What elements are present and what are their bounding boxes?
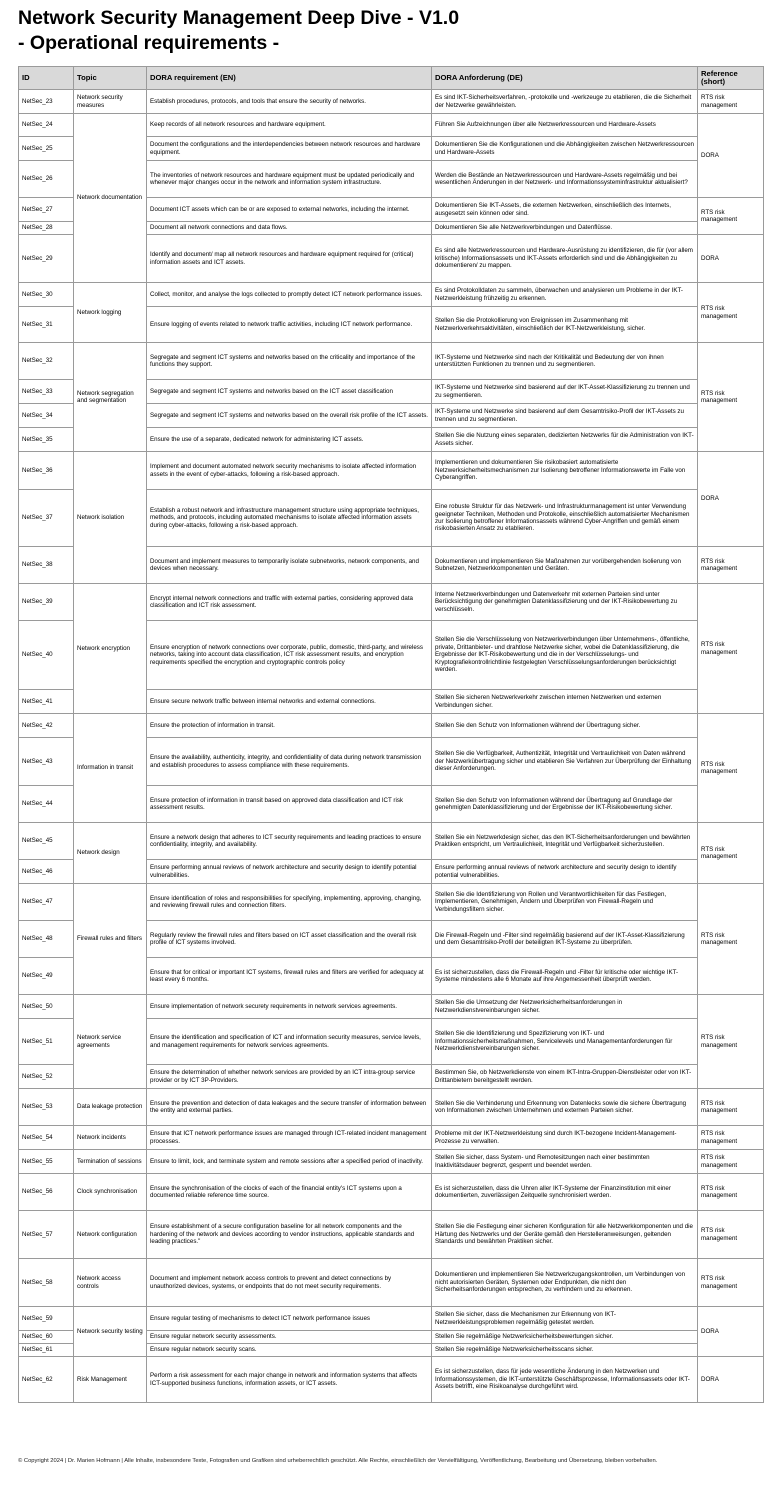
row-id: NetSec_52 [19, 1065, 74, 1089]
row-en: Ensure logging of events related to network traffic activities, including ICT network performance. [147, 307, 432, 343]
row-de: Implementieren und dokumentieren Sie risikobasiert automatisierte Netzwerksicherheitsmechanismen zur Isolierung betroffener Informationswerte im Falle von Cyberangriffen. [432, 452, 698, 490]
row-id: NetSec_24 [19, 114, 74, 137]
table-row [19, 884, 764, 921]
row-en: Ensure the protection of information in transit. [147, 714, 432, 738]
row-reference: RTS risk management [698, 90, 764, 114]
row-id: NetSec_62 [19, 1357, 74, 1403]
row-de: Stellen Sie die Verschlüsselung von Netzwerkverbindungen über Unternehmens-, öffentliche, private, Drittanbieter- und drahtlose Netzwerke sicher, wobei die Datenklassifizierung, die Ergebnisse der IKT-Risikobewertung und die in der Verschlüsselungs- und Kryptografiekontrollrichtlinie festgelegten Verschlüsselungsanforderungen berücksichtigt werden. [432, 621, 698, 690]
row-id: NetSec_29 [19, 235, 74, 283]
table-row [19, 1174, 764, 1211]
row-id: NetSec_32 [19, 343, 74, 380]
row-en: Collect, monitor, and analyse the logs collected to promptly detect ICT network performance issues. [147, 283, 432, 307]
row-de: Werden die Bestände an Netzwerkressourcen und Hardware-Assets regelmäßig und bei wesentlichen Änderungen in der Netzwerk- und Informationssysteminfrastruktur aktualisiert? [432, 161, 698, 198]
row-en: Ensure the synchronisation of the clocks of each of the financial entity's ICT systems upon a documented reliable reference time source. [147, 1174, 432, 1211]
row-id: NetSec_23 [19, 90, 74, 114]
row-en: Ensure regular network security scans. [147, 1344, 432, 1357]
row-en: Document ICT assets which can be or are exposed to external networks, including the internet. [147, 198, 432, 222]
table-row [19, 823, 764, 860]
row-en: The inventories of network resources and hardware equipment must be updated periodically and whenever major changes occur in the network and information system infrastructure. [147, 161, 432, 198]
row-reference: RTS risk management [698, 584, 764, 714]
row-de: Stellen Sie die Verhinderung und Erkennung von Datenlecks sowie die sichere Übertragung von Informationen zwischen Unternehmen und externen Parteien sicher. [432, 1089, 698, 1126]
row-topic: Firewall rules and filters [74, 884, 147, 995]
row-de: Bestimmen Sie, ob Netzwerkdienste von einem IKT-Intra-Gruppen-Dienstleister oder von IKT-Drittanbietern bereitgestellt werden. [432, 1065, 698, 1089]
row-en: Ensure establishment of a secure configuration baseline for all network components and the hardening of the network and devices according to vendor instructions, applicable standards and leading practices." [147, 1211, 432, 1259]
row-en: Ensure performing annual reviews of network architecture and security design to identify potential vulnerabilities. [147, 860, 432, 884]
row-id: NetSec_51 [19, 1019, 74, 1065]
table-row [19, 1211, 764, 1259]
row-de: Stellen Sie die Festlegung einer sicheren Konfiguration für alle Netzwerkkomponenten und die Härtung des Netzwerks und der Geräte gemäß den Herstelleranweisungen, geltenden Standards und bewährten Praktiken sicher. [432, 1211, 698, 1259]
row-de: Eine robuste Struktur für das Netzwerk- und Infrastrukturmanagement ist unter Verwendung geeigneter Techniken, Methoden und Protokolle, einschließlich automatisierter Mechanismen zur Isolierung betroffener Informationsassets während Cyber-Angriffen und gemäß einem risikobasierten Ansatz zu etablieren. [432, 490, 698, 547]
table-row [19, 283, 764, 307]
row-reference: RTS risk management [698, 1211, 764, 1259]
table-row [19, 995, 764, 1019]
title-line-2: - Operational requirements - [18, 32, 280, 54]
row-de: Stellen Sie den Schutz von Informationen während der Übertragung auf Grundlage der genehmigten Datenklassifizierung und der Ergebnisse der IKT-Risikobewertung sicher. [432, 786, 698, 823]
row-de: Es ist sicherzustellen, dass die Firewall-Regeln und -Filter für kritische oder wichtige IKT-Systeme mindestens alle 6 Monate auf ihre Angemessenheit überprüft werden. [432, 958, 698, 995]
row-id: NetSec_40 [19, 621, 74, 690]
row-id: NetSec_39 [19, 584, 74, 621]
table-row [19, 114, 764, 137]
row-en: Establish procedures, protocols, and tools that ensure the security of networks. [147, 90, 432, 114]
row-en: Segregate and segment ICT systems and networks based on the overall risk profile of the ICT assets. [147, 404, 432, 428]
row-en: Ensure that ICT network performance issues are managed through ICT-related incident management processes. [147, 1126, 432, 1150]
table-row [19, 452, 764, 490]
row-id: NetSec_45 [19, 823, 74, 860]
table-row [19, 1307, 764, 1331]
row-reference: RTS risk management [698, 1089, 764, 1126]
row-id: NetSec_56 [19, 1174, 74, 1211]
row-en: Ensure the prevention and detection of data leakages and the secure transfer of information between the entity and external parties. [147, 1089, 432, 1126]
row-de: Es ist sicherzustellen, dass die Uhren aller IKT-Systeme der Finanzinstitution mit einer dokumentierten, zuverlässigen Zeitquelle synchronisiert werden. [432, 1174, 698, 1211]
row-de: Stellen Sie die Verfügbarkeit, Authentizität, Integrität und Vertraulichkeit von Daten während der Netzwerkübertragung sicher und etablieren Sie Verfahren zur Überprüfung der Einhaltung dieser Anforderungen. [432, 738, 698, 786]
row-reference: RTS risk management [698, 1174, 764, 1211]
row-en: Ensure implementation of network securety requirements in network services agreements. [147, 995, 432, 1019]
row-id: NetSec_54 [19, 1126, 74, 1150]
row-reference: DORA [698, 1307, 764, 1357]
row-en: Document the configurations and the interdependencies between network resources and hardware equipment. [147, 137, 432, 161]
row-de: Es sind alle Netzwerkressourcen und Hardware-Ausrüstung zu identifizieren, die für (vor allem kritische) Informationsassets und IKT-Assets erforderlich sind und die Abhängigkeiten zu dokumentieren/ zu mappen. [432, 235, 698, 283]
row-id: NetSec_48 [19, 921, 74, 958]
row-de: IKT-Systeme und Netzwerke sind nach der Kritikalität und Bedeutung der von ihnen unterstützten Funktionen zu trennen und zu segmentieren. [432, 343, 698, 380]
row-en: Segregate and segment ICT systems and networks based on the criticality and importance of the functions they support. [147, 343, 432, 380]
row-de: Stellen Sie sicheren Netzwerkverkehr zwischen internen Netzwerken und externen Verbindungen sicher. [432, 690, 698, 714]
row-topic: Network security testing [74, 1307, 147, 1357]
row-en: Ensure the determination of whether network services are provided by an ICT intra-group service provider or by ICT 3P-Providers. [147, 1065, 432, 1089]
header-reference: Reference (short) [698, 67, 764, 90]
row-topic: Clock synchronisation [74, 1174, 147, 1211]
row-id: NetSec_50 [19, 995, 74, 1019]
row-reference: RTS risk management [698, 547, 764, 584]
row-reference: RTS risk management [698, 1126, 764, 1150]
row-de: Stellen Sie die Umsetzung der Netzwerksicherheitsanforderungen in Netzwerkdienstvereinbarungen sicher. [432, 995, 698, 1019]
table-row [19, 1150, 764, 1174]
row-topic: Network incidents [74, 1126, 147, 1150]
row-en: Implement and document automated network security mechanisms to isolate affected information assets in the event of cyber-attacks, following a risk-based approach. [147, 452, 432, 490]
row-de: Es sind IKT-Sicherheitsverfahren, -protokolle und -werkzeuge zu etablieren, die die Sicherheit der Netzwerke gewährleisten. [432, 90, 698, 114]
row-de: IKT-Systeme und Netzwerke sind basierend auf dem Gesamtrisiko-Profil der IKT-Assets zu trennen und zu segmentieren. [432, 404, 698, 428]
row-en: Perform a risk assessment for each major change in network and information systems that affects ICT-supported business functions, information assets, or ICT assets. [147, 1357, 432, 1403]
row-id: NetSec_61 [19, 1344, 74, 1357]
row-de: Dokumentieren und implementieren Sie Netzwerkzugangskontrollen, um Verbindungen von nicht autorisierten Geräten, Systemen oder Endpunkten, die nicht den Sicherheitsanforderungen entsprechen, zu verhindern und zu erkennen. [432, 1259, 698, 1307]
row-reference: RTS risk management [698, 343, 764, 452]
row-de: Die Firewall-Regeln und -Filter sind regelmäßig basierend auf der IKT-Asset-Klassifizierung und dem Gesamtrisiko-Profil der beteiligten IKT-Systeme zu überprüfen. [432, 921, 698, 958]
row-id: NetSec_60 [19, 1331, 74, 1344]
row-id: NetSec_41 [19, 690, 74, 714]
row-reference: RTS risk management [698, 823, 764, 884]
row-en: Encrypt internal network connections and traffic with external parties, considering approved data classification and ICT risk assessment. [147, 584, 432, 621]
header-topic: Topic [74, 67, 147, 90]
row-id: NetSec_46 [19, 860, 74, 884]
row-de: Dokumentieren Sie alle Netzwerkverbindungen und Datenflüsse. [432, 222, 698, 235]
row-id: NetSec_36 [19, 452, 74, 490]
row-de: Stellen Sie regelmäßige Netzwerksicherheitsscans sicher. [432, 1344, 698, 1357]
row-topic: Network documentation [74, 114, 147, 283]
row-en: Ensure the use of a separate, dedicated network for administering ICT assets. [147, 428, 432, 452]
row-id: NetSec_26 [19, 161, 74, 198]
row-en: Document and implement measures to temporarily isolate subnetworks, network components, and devices when necessary. [147, 547, 432, 584]
row-de: Stellen Sie die Identifizierung von Rollen und Verantwortlichkeiten für das Festlegen, Implementieren, Genehmigen, Ändern und Überprüfen von Firewall-Regeln und Verbindungsfiltern sicher. [432, 884, 698, 921]
row-en: Ensure a network design that adheres to ICT security requirements and leading practices to ensure confidentiality, integrity, and availability. [147, 823, 432, 860]
row-en: Establish a robust network and infrastructure management structure using appropriate techniques, methods, and protocols, including automated mechanisms to isolate affected information assets during cyber-attacks, following a risk-based approach. [147, 490, 432, 547]
row-en: Document all network connections and data flows. [147, 222, 432, 235]
row-topic: Data leakage protection [74, 1089, 147, 1126]
row-en: Segregate and segment ICT systems and networks based on the ICT asset classification [147, 380, 432, 404]
row-id: NetSec_30 [19, 283, 74, 307]
row-reference: RTS risk management [698, 198, 764, 235]
row-id: NetSec_42 [19, 714, 74, 738]
row-id: NetSec_35 [19, 428, 74, 452]
row-topic: Termination of sessions [74, 1150, 147, 1174]
row-de: Es ist sicherzustellen, dass für jede wesentliche Änderung in den Netzwerken und Informationssystemen, die IKT-unterstützte Geschäftsprozesse, Informationsassets oder IKT-Assets betrifft, eine Risikoanalyse durchgeführt wird. [432, 1357, 698, 1403]
row-id: NetSec_25 [19, 137, 74, 161]
table-row [19, 1357, 764, 1403]
row-reference: DORA [698, 114, 764, 198]
row-de: Dokumentieren und implementieren Sie Maßnahmen zur vorübergehenden Isolierung von Subnetzen, Netzwerkkomponenten und Geräten. [432, 547, 698, 584]
row-id: NetSec_49 [19, 958, 74, 995]
row-de: Führen Sie Aufzeichnungen über alle Netzwerkressourcen und Hardware-Assets [432, 114, 698, 137]
row-de: Interne Netzwerkverbindungen und Datenverkehr mit externen Parteien sind unter Berücksichtigung der genehmigten Datenklassifizierung und der IKT-Risikobewertung zu verschlüsseln. [432, 584, 698, 621]
row-de: Stellen Sie die Protokollierung von Ereignissen im Zusammenhang mit Netzwerkverkehrsaktivitäten, einschließlich der IKT-Netzwerkleistung, sicher. [432, 307, 698, 343]
copyright-footer: © Copyright 2024 | Dr. Marien Hofmann | Alle Inhalte, insbesondere Texte, Fotografien und Grafiken sind urheberrechtlich geschützt. Alle Rechte, einschließlich der Vervielfältigung, Veröffentlichung, Bearbeitung und Übersetzung, bleiben vorbehalten. [18, 1458, 658, 1464]
row-reference: RTS risk management [698, 714, 764, 823]
row-en: Document and implement network access controls to prevent and detect connections by unauthorized devices, systems, or endpoints that do not meet security requirements. [147, 1259, 432, 1307]
row-topic: Information in transit [74, 714, 147, 823]
row-topic: Network logging [74, 283, 147, 343]
row-de: Dokumentieren Sie die Konfigurationen und die Abhängigkeiten zwischen Netzwerkressourcen und Hardware-Assets [432, 137, 698, 161]
row-id: NetSec_43 [19, 738, 74, 786]
row-en: Regularly review the firewall rules and filters based on ICT asset classification and the overall risk profile of ICT systems involved. [147, 921, 432, 958]
row-topic: Network configuration [74, 1211, 147, 1259]
row-topic: Network access controls [74, 1259, 147, 1307]
row-en: Keep records of all network resources and hardware equipment. [147, 114, 432, 137]
row-id: NetSec_44 [19, 786, 74, 823]
row-id: NetSec_27 [19, 198, 74, 222]
requirements-table [18, 66, 764, 1403]
row-reference: RTS risk management [698, 283, 764, 343]
row-en: Ensure to limit, lock, and terminate system and remote sessions after a specified period of inactivity. [147, 1150, 432, 1174]
row-topic: Risk Management [74, 1357, 147, 1403]
page-title [18, 6, 459, 56]
table-header-row [19, 67, 764, 90]
row-id: NetSec_59 [19, 1307, 74, 1331]
row-reference: RTS risk management [698, 1150, 764, 1174]
row-id: NetSec_58 [19, 1259, 74, 1307]
table-row [19, 1259, 764, 1307]
row-reference: DORA [698, 1357, 764, 1403]
row-de: Stellen Sie sicher, dass System- und Remotesitzungen nach einer bestimmten Inaktivitätsdauer begrenzt, gesperrt und beendet werden. [432, 1150, 698, 1174]
row-topic: Network design [74, 823, 147, 884]
row-en: Ensure secure network traffic between internal networks and external connections. [147, 690, 432, 714]
row-de: Stellen Sie ein Netzwerkdesign sicher, das den IKT-Sicherheitsanforderungen und bewährten Praktiken entspricht, um Vertraulichkeit, Integrität und Verfügbarkeit sicherzustellen. [432, 823, 698, 860]
row-de: Stellen Sie die Nutzung eines separaten, dedizierten Netzwerks für die Administration von IKT-Assets sicher. [432, 428, 698, 452]
row-topic: Network service agreements [74, 995, 147, 1089]
header-en: DORA requirement (EN) [147, 67, 432, 90]
row-reference: RTS risk management [698, 995, 764, 1089]
table-row [19, 714, 764, 738]
row-en: Ensure the availability, authenticity, integrity, and confidentiality of data during network transmission and establish procedures to assess compliance with these requirements. [147, 738, 432, 786]
row-en: Ensure regular testing of mechanisms to detect ICT network performance issues [147, 1307, 432, 1331]
row-de: Ensure performing annual reviews of network architecture and security design to identify potential vulnerabilities. [432, 860, 698, 884]
row-id: NetSec_53 [19, 1089, 74, 1126]
row-id: NetSec_38 [19, 547, 74, 584]
row-de: Stellen Sie die Identifizierung und Spezifizierung von IKT- und Informationssicherheitsmaßnahmen, Servicelevels und Managementanforderungen für Netzwerkdienstvereinbarungen sicher. [432, 1019, 698, 1065]
row-en: Identify and document/ map all network resources and hardware equipment required for (critical) information assets and ICT assets. [147, 235, 432, 283]
table-row [19, 90, 764, 114]
row-de: Stellen Sie sicher, dass die Mechanismen zur Erkennung von IKT-Netzwerkleistungsproblemen regelmäßig getestet werden. [432, 1307, 698, 1331]
row-en: Ensure identification of roles and responsibilities for specifying, implementing, approving, changing, and reviewing firewall rules and connection filters. [147, 884, 432, 921]
row-en: Ensure the identification and specification of ICT and information security measures, service levels, and management requirements for network services agreements. [147, 1019, 432, 1065]
row-en: Ensure regular network security assessments. [147, 1331, 432, 1344]
row-en: Ensure encryption of network connections over corporate, public, domestic, third-party, and wireless networks, taking into account data classification, ICT risk assessment results, and encryption requirements specified the encryption and cryptographic controls policy [147, 621, 432, 690]
row-topic: Network security measures [74, 90, 147, 114]
row-reference: RTS risk management [698, 884, 764, 995]
header-de: DORA Anforderung (DE) [432, 67, 698, 90]
row-reference: DORA [698, 452, 764, 547]
row-id: NetSec_57 [19, 1211, 74, 1259]
row-id: NetSec_37 [19, 490, 74, 547]
row-de: IKT-Systeme und Netzwerke sind basierend auf der IKT-Asset-Klassifizierung zu trennen und zu segmentieren. [432, 380, 698, 404]
row-topic: Network segregation and segmentation [74, 343, 147, 452]
row-topic: Network isolation [74, 452, 147, 584]
row-topic: Network encryption [74, 584, 147, 714]
header-id: ID [19, 67, 74, 90]
row-id: NetSec_47 [19, 884, 74, 921]
row-de: Stellen Sie den Schutz von Informationen während der Übertragung sicher. [432, 714, 698, 738]
row-de: Probleme mit der IKT-Netzwerkleistung sind durch IKT-bezogene Incident-Management-Prozesse zu verwalten. [432, 1126, 698, 1150]
row-id: NetSec_33 [19, 380, 74, 404]
row-reference: RTS risk management [698, 1259, 764, 1307]
row-id: NetSec_31 [19, 307, 74, 343]
row-de: Stellen Sie regelmäßige Netzwerksicherheitsbewertungen sicher. [432, 1331, 698, 1344]
row-en: Ensure protection of information in transit based on approved data classification and ICT risk assessment results. [147, 786, 432, 823]
row-de: Es sind Protokolldaten zu sammeln, überwachen und analysieren um Probleme in der IKT-Netzwerkleistung frühzeitig zu erkennen. [432, 283, 698, 307]
table-row [19, 1126, 764, 1150]
title-line-1: Network Security Management Deep Dive - V1.0 [18, 7, 460, 29]
row-de: Dokumentieren Sie IKT-Assets, die externen Netzwerken, einschließlich des Internets, ausgesetzt sein können oder sind. [432, 198, 698, 222]
row-reference: DORA [698, 235, 764, 283]
table-row [19, 343, 764, 380]
row-en: Ensure that for critical or important ICT systems, firewall rules and filters are verified for adequacy at least every 6 months. [147, 958, 432, 995]
table-row [19, 584, 764, 621]
table-row [19, 1089, 764, 1126]
row-id: NetSec_28 [19, 222, 74, 235]
row-id: NetSec_55 [19, 1150, 74, 1174]
row-id: NetSec_34 [19, 404, 74, 428]
